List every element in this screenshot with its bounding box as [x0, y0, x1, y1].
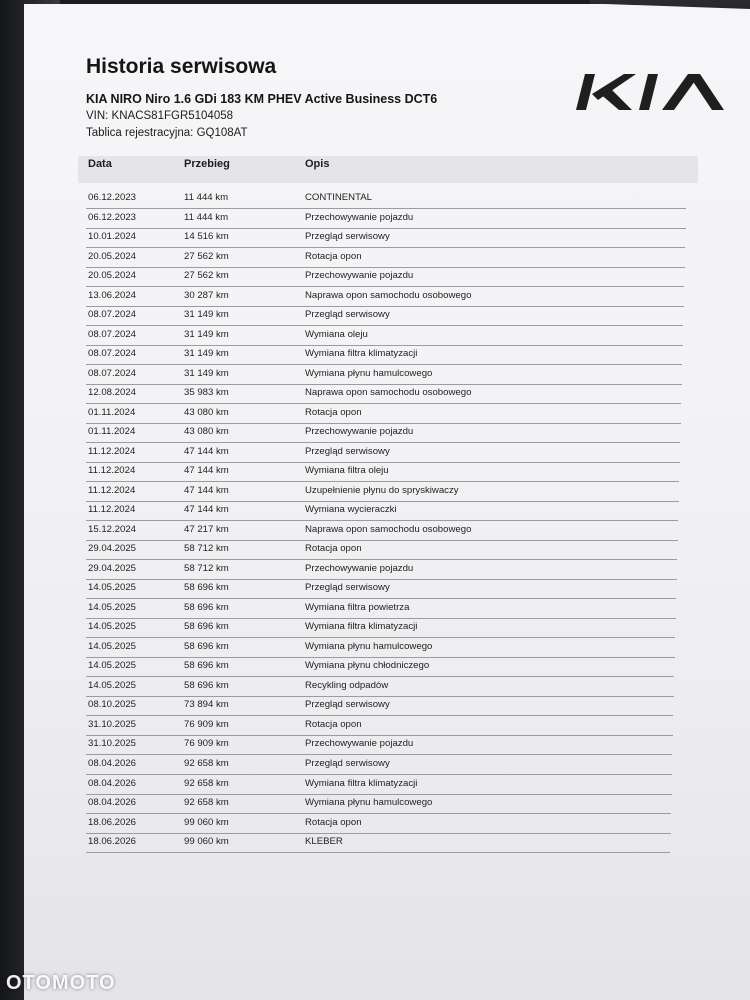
table-row [86, 267, 684, 287]
table-row [86, 248, 685, 268]
date-cell: 08.04.2026 [88, 797, 137, 808]
date-cell: 13.06.2024 [88, 289, 137, 301]
table-row [86, 833, 670, 853]
date-cell: 18.06.2026 [88, 816, 137, 828]
column-header-mileage: Przebieg [184, 158, 230, 170]
description-cell: Przechowywanie pojazdu [305, 270, 414, 282]
description-cell: Naprawa opon samochodu osobowego [305, 387, 472, 399]
description-cell: Rotacja opon [305, 718, 362, 730]
date-cell: 14.05.2025 [88, 621, 137, 633]
description-cell: Wymiana filtra klimatyzacji [305, 777, 418, 789]
table-row [86, 657, 674, 677]
date-cell: 08.04.2026 [88, 757, 137, 769]
description-cell: Przechowywanie pojazdu [305, 211, 414, 223]
date-cell: 11.12.2024 [88, 465, 136, 477]
table-row [86, 618, 675, 638]
description-cell: Recykling odpadów [305, 679, 389, 691]
mileage-cell: 31 149 km [184, 367, 229, 379]
table-row [86, 462, 679, 482]
mileage-cell: 47 144 km [184, 465, 229, 477]
date-cell: 08.07.2024 [88, 367, 137, 379]
mileage-cell: 43 080 km [184, 406, 229, 418]
description-cell: Wymiana filtra klimatyzacji [305, 348, 418, 360]
description-cell: Wymiana oleju [305, 328, 368, 340]
date-cell: 08.10.2025 [88, 699, 137, 711]
description-cell: Przegląd serwisowy [305, 699, 390, 711]
mileage-cell: 92 658 km [184, 797, 229, 808]
mileage-cell: 27 562 km [184, 270, 229, 282]
date-cell: 29.04.2025 [88, 543, 137, 555]
mileage-cell: 47 144 km [184, 504, 229, 516]
description-cell: Przegląd serwisowy [305, 231, 390, 242]
date-cell: 20.05.2024 [88, 270, 137, 282]
table-row [86, 209, 686, 229]
mileage-cell: 92 658 km [184, 777, 229, 789]
date-cell: 11.12.2024 [88, 484, 136, 496]
table-row [86, 228, 685, 248]
date-cell: 01.11.2024 [88, 426, 136, 438]
description-cell: Wymiana płynu hamulcowego [305, 367, 433, 379]
table-row [86, 404, 681, 424]
description-cell: Wymiana wycieraczki [305, 504, 397, 516]
description-cell: Rotacja opon [305, 543, 362, 555]
document-title: Historia serwisowa [86, 55, 277, 78]
date-cell: 11.12.2024 [88, 445, 136, 457]
date-cell: 31.10.2025 [88, 738, 137, 750]
description-cell: Naprawa opon samochodu osobowego [305, 523, 472, 535]
table-row [86, 775, 672, 795]
mileage-cell: 47 144 km [184, 445, 229, 457]
table-row [86, 677, 674, 697]
mileage-cell: 76 909 km [184, 738, 229, 750]
vin-number: VIN: KNACS81FGR5104058 [86, 110, 234, 122]
table-row [86, 345, 682, 365]
description-cell: Przegląd serwisowy [305, 757, 390, 769]
mileage-cell: 92 658 km [184, 757, 229, 769]
date-cell: 08.04.2026 [88, 777, 137, 789]
description-cell: CONTINENTAL [305, 192, 372, 203]
mileage-cell: 58 696 km [184, 679, 229, 691]
description-cell: Wymiana filtra klimatyzacji [305, 621, 418, 633]
date-cell: 11.12.2024 [88, 504, 136, 516]
column-header-date: Data [88, 158, 112, 170]
table-row [86, 814, 671, 834]
table-row [86, 482, 679, 502]
date-cell: 14.05.2025 [88, 582, 137, 594]
mileage-cell: 58 696 km [184, 621, 229, 633]
table-row [86, 306, 683, 326]
mileage-cell: 73 894 km [184, 699, 229, 711]
table-row [86, 696, 673, 716]
table-row [86, 579, 676, 599]
mileage-cell: 11 444 km [184, 211, 229, 223]
date-cell: 15.12.2024 [88, 523, 137, 535]
date-cell: 08.07.2024 [88, 328, 137, 340]
mileage-cell: 35 983 km [184, 387, 229, 399]
mileage-cell: 14 516 km [184, 231, 229, 242]
mileage-cell: 99 060 km [184, 836, 229, 847]
date-cell: 14.05.2025 [88, 601, 137, 613]
description-cell: Przechowywanie pojazdu [305, 738, 414, 750]
table-row [86, 560, 677, 580]
registration-plate: Tablica rejestracyjna: GQ108AT [86, 127, 248, 139]
description-cell: Wymiana filtra oleju [305, 465, 389, 477]
mileage-cell: 27 562 km [184, 250, 229, 262]
mileage-cell: 58 696 km [184, 640, 229, 652]
description-cell: Naprawa opon samochodu osobowego [305, 289, 472, 301]
description-cell: Wymiana płynu hamulcowego [305, 640, 433, 652]
mileage-cell: 31 149 km [184, 309, 229, 321]
table-row [86, 794, 671, 814]
mileage-cell: 58 696 km [184, 660, 229, 672]
table-row [86, 638, 675, 658]
date-cell: 06.12.2023 [88, 211, 137, 223]
date-cell: 20.05.2024 [88, 250, 137, 262]
description-cell: Rotacja opon [305, 250, 362, 262]
table-row [86, 716, 673, 736]
date-cell: 01.11.2024 [88, 406, 136, 418]
date-cell: 18.06.2026 [88, 836, 137, 847]
description-cell: Przegląd serwisowy [305, 582, 390, 594]
table-row [86, 423, 680, 443]
description-cell: Wymiana płynu hamulcowego [305, 797, 433, 808]
date-cell: 08.07.2024 [88, 348, 137, 360]
mileage-cell: 58 696 km [184, 601, 229, 613]
mileage-cell: 43 080 km [184, 426, 229, 438]
mileage-cell: 58 696 km [184, 582, 229, 594]
description-cell: Rotacja opon [305, 406, 362, 418]
table-row [86, 735, 672, 755]
description-cell: Uzupełnienie płynu do spryskiwaczy [305, 484, 459, 496]
vehicle-model: KIA NIRO Niro 1.6 GDi 183 KM PHEV Active Business DCT6 [86, 92, 438, 106]
table-row [86, 540, 677, 560]
mileage-cell: 47 217 km [184, 523, 229, 535]
mileage-cell: 31 149 km [184, 328, 229, 340]
mileage-cell: 76 909 km [184, 718, 229, 730]
date-cell: 08.07.2024 [88, 309, 137, 321]
table-row [86, 521, 678, 541]
table-row [86, 189, 686, 209]
date-cell: 14.05.2025 [88, 679, 137, 691]
column-header-description: Opis [305, 158, 330, 170]
description-cell: Przechowywanie pojazdu [305, 426, 414, 438]
description-cell: KLEBER [305, 836, 343, 847]
description-cell: Rotacja opon [305, 816, 362, 828]
table-row [86, 443, 680, 463]
otomoto-watermark: OTOMOTO [6, 972, 116, 994]
date-cell: 29.04.2025 [88, 562, 137, 574]
table-row [86, 287, 684, 307]
table-row [86, 599, 676, 619]
mileage-cell: 11 444 km [184, 192, 229, 203]
date-cell: 14.05.2025 [88, 660, 137, 672]
description-cell: Wymiana filtra powietrza [305, 601, 410, 613]
description-cell: Przegląd serwisowy [305, 445, 390, 457]
date-cell: 12.08.2024 [88, 387, 137, 399]
date-cell: 10.01.2024 [88, 231, 137, 242]
table-row [86, 384, 681, 404]
table-row [86, 501, 678, 521]
mileage-cell: 58 712 km [184, 562, 229, 574]
date-cell: 31.10.2025 [88, 718, 137, 730]
mileage-cell: 47 144 km [184, 484, 229, 496]
date-cell: 06.12.2023 [88, 192, 137, 203]
description-cell: Wymiana płynu chłodniczego [305, 660, 430, 672]
mileage-cell: 31 149 km [184, 348, 229, 360]
mileage-cell: 30 287 km [184, 289, 229, 301]
table-row [86, 326, 683, 346]
mileage-cell: 99 060 km [184, 816, 229, 828]
mileage-cell: 58 712 km [184, 543, 229, 555]
date-cell: 14.05.2025 [88, 640, 137, 652]
table-row [86, 755, 672, 775]
description-cell: Przechowywanie pojazdu [305, 562, 414, 574]
description-cell: Przegląd serwisowy [305, 309, 390, 321]
table-row [86, 365, 682, 385]
